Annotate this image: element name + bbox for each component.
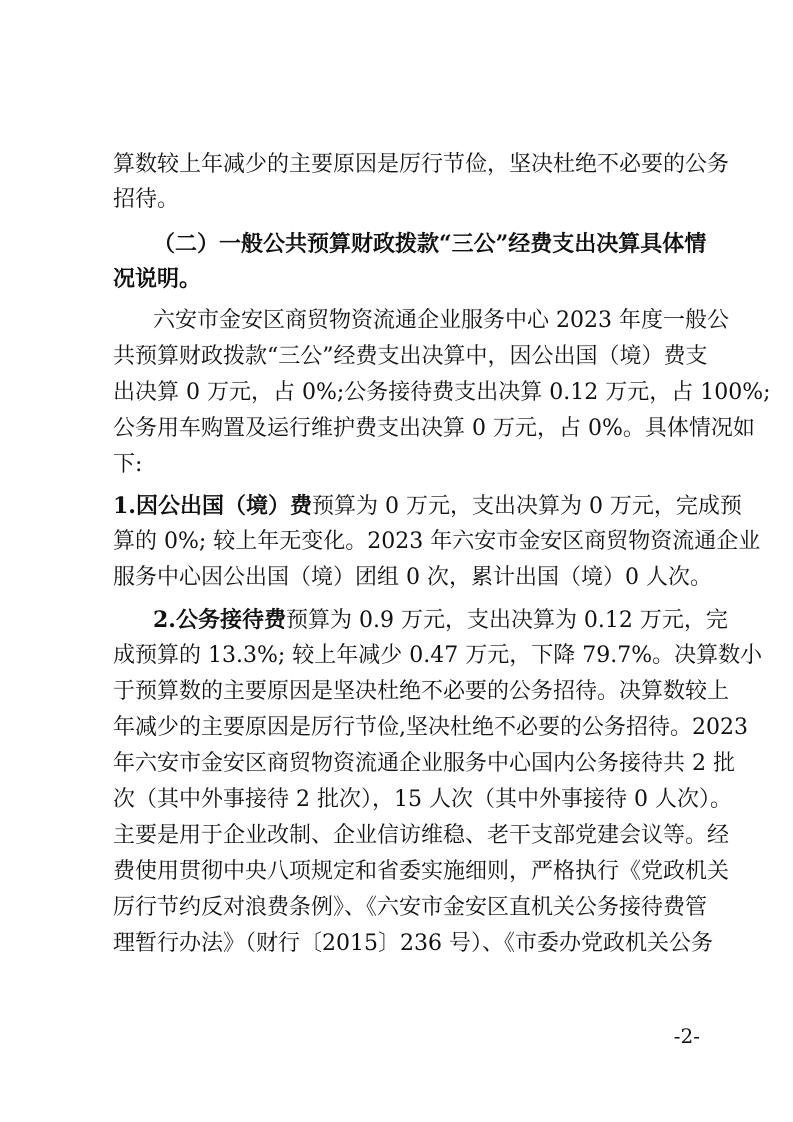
item-2-line — [153, 605, 728, 635]
paragraph-line: 成预算的 13.3%; 较上年减少 0.47 万元，下降 79.7%。决算数小 — [113, 643, 763, 668]
section-heading: （二）一般公共预算财政拨款“三公”经费支出决算具体情 — [153, 231, 707, 257]
paragraph-line: 出决算 0 万元，占 0%;公务接待费支出决算 0.12 万元，占 100%; — [113, 380, 771, 405]
paragraph-line: 服务中心因公出国（境）团组 0 次，累计出国（境）0 人次。 — [113, 565, 712, 590]
section-heading-cont: 况说明。 — [113, 266, 202, 292]
paragraph-line: 年减少的主要原因是厉行节俭,坚决杜绝不必要的公务招待。2023 — [113, 715, 748, 740]
page-number: -2- — [673, 1024, 700, 1048]
paragraph-line: 招待。 — [113, 187, 180, 212]
item-2-text: 预算为 0.9 万元，支出决算为 0.12 万元，完 — [285, 608, 728, 633]
item-2-heading: 2.公务接待费 — [153, 607, 286, 633]
paragraph-line: 公务用车购置及运行维护费支出决算 0 万元，占 0%。具体情况如 — [113, 416, 755, 441]
paragraph-line: 算数较上年减少的主要原因是厉行节俭，坚决杜绝不必要的公务 — [113, 152, 730, 177]
paragraph-line: 费使用贯彻中央八项规定和省委实施细则，严格执行《党政机关 — [113, 859, 730, 884]
item-1-line — [113, 491, 742, 521]
paragraph-line: 理暂行办法》（财行〔2015〕236 号）、《市委办党政机关公务 — [113, 931, 713, 956]
paragraph-line: 次（其中外事接待 2 批次），15 人次（其中外事接待 0 人次）。 — [113, 787, 732, 812]
paragraph-line: 六安市金安区商贸物资流通企业服务中心 2023 年度一般公 — [153, 308, 729, 333]
paragraph-line: 年六安市金安区商贸物资流通企业服务中心国内公务接待共 2 批 — [113, 751, 735, 776]
paragraph-line: 厉行节约反对浪费条例》、《六安市金安区直机关公务接待费管 — [113, 895, 708, 920]
paragraph-line: 共预算财政拨款“三公”经费支出决算中，因公出国（境）费支 — [113, 344, 708, 369]
item-1-text: 预算为 0 万元，支出决算为 0 万元，完成预 — [311, 494, 742, 519]
paragraph-line: 于预算数的主要原因是坚决杜绝不必要的公务招待。决算数较上 — [113, 679, 730, 704]
paragraph-line: 算的 0%; 较上年无变化。2023 年六安市金安区商贸物资流通企业 — [113, 529, 761, 554]
paragraph-line: 主要是用于企业改制、企业信访维稳、老干支部党建会议等。经 — [113, 823, 730, 848]
item-1-heading: 1.因公出国（境）费 — [113, 493, 312, 519]
paragraph-line: 下: — [113, 452, 143, 477]
